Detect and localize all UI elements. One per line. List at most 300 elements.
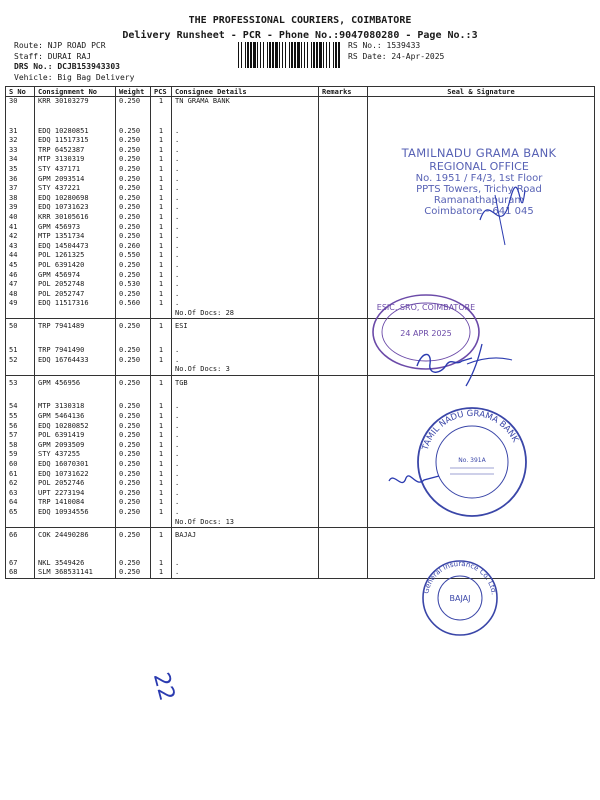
- barcode-bar: [301, 42, 302, 68]
- sno-cell: 57: [6, 431, 35, 441]
- barcode-bar: [238, 42, 239, 68]
- bajaj-ring-text: General Insurance Co. Ltd.: [422, 559, 498, 596]
- tngb-stamp-line: PPTS Towers, Trichy Road: [416, 184, 542, 195]
- barcode-bar: [289, 42, 290, 68]
- remarks-cell: [319, 441, 368, 451]
- sno-cell: 50: [6, 322, 35, 332]
- pcs-cell: 1: [151, 568, 172, 578]
- pcs-cell: 1: [151, 97, 172, 107]
- barcode-bar: [282, 42, 283, 68]
- table-row: [6, 531, 595, 541]
- weight-cell: 0.250: [116, 223, 151, 233]
- sno-cell: 34: [6, 155, 35, 165]
- consignee-cell: .: [172, 422, 319, 432]
- tngb-stamp-line: REGIONAL OFFICE: [429, 160, 529, 173]
- pcs-cell: 1: [151, 223, 172, 233]
- remarks-cell: [319, 322, 368, 332]
- sno-cell: 43: [6, 242, 35, 252]
- seal-signature-cell: [368, 136, 595, 146]
- col-pcs: PCS: [151, 87, 172, 97]
- remarks-cell: [319, 531, 368, 541]
- pcs-cell: 1: [151, 194, 172, 204]
- summary-blank-cell: [35, 365, 116, 375]
- barcode-bar: [269, 42, 271, 68]
- summary-blank-cell: [35, 518, 116, 528]
- pcs-cell: 1: [151, 184, 172, 194]
- pcs-cell: 1: [151, 155, 172, 165]
- consignment-cell: GPM 456973: [35, 223, 116, 233]
- consignee-cell: .: [172, 261, 319, 271]
- seal-signature-cell: [368, 271, 595, 281]
- barcode-bar: [316, 42, 318, 68]
- seal-signature-cell: [368, 280, 595, 290]
- spacer-cell: [151, 388, 172, 402]
- sno-cell: 51: [6, 346, 35, 356]
- spacer-cell: [151, 332, 172, 346]
- tngb-signature: [470, 180, 530, 250]
- weight-cell: 0.250: [116, 290, 151, 300]
- weight-cell: 0.250: [116, 322, 151, 332]
- tngb-round-stamp: [412, 402, 532, 522]
- summary-blank-cell: [6, 365, 35, 375]
- spacer-cell: [368, 107, 595, 127]
- summary-blank-cell: [151, 365, 172, 375]
- consignee-cell: .: [172, 136, 319, 146]
- consignment-cell: SLM 368531141: [35, 568, 116, 578]
- spacer-row: [6, 107, 595, 127]
- spacer-cell: [116, 541, 151, 559]
- pcs-cell: 1: [151, 379, 172, 389]
- pcs-cell: 1: [151, 232, 172, 242]
- remarks-cell: [319, 460, 368, 470]
- weight-cell: 0.250: [116, 402, 151, 412]
- barcode-bar: [329, 42, 330, 68]
- barcode-bar: [335, 42, 337, 68]
- weight-cell: 0.250: [116, 184, 151, 194]
- barcode-bar: [279, 42, 280, 68]
- weight-cell: 0.250: [116, 379, 151, 389]
- sno-cell: 60: [6, 460, 35, 470]
- pcs-cell: 1: [151, 261, 172, 271]
- consignee-cell: .: [172, 175, 319, 185]
- summary-blank-cell: [151, 518, 172, 528]
- weight-cell: 0.250: [116, 422, 151, 432]
- remarks-cell: [319, 346, 368, 356]
- consignment-cell: MTP 3130319: [35, 155, 116, 165]
- spacer-cell: [172, 388, 319, 402]
- barcode-bar: [313, 42, 315, 68]
- svg-text:General Insurance Co. Ltd.: [422, 560, 498, 595]
- table-row: [6, 280, 595, 290]
- consignee-cell: .: [172, 251, 319, 261]
- remarks-cell: [319, 175, 368, 185]
- remarks-cell: [319, 251, 368, 261]
- weight-cell: 0.530: [116, 280, 151, 290]
- remarks-cell: [319, 97, 368, 107]
- consignment-cell: EDQ 10731622: [35, 470, 116, 480]
- drs-line: DRS No.: DCJB153943303: [14, 62, 120, 71]
- spacer-cell: [116, 107, 151, 127]
- barcode-bar: [307, 42, 308, 68]
- weight-cell: 0.250: [116, 470, 151, 480]
- sno-cell: 63: [6, 489, 35, 499]
- sno-cell: 35: [6, 165, 35, 175]
- remarks-cell: [319, 470, 368, 480]
- consignee-cell: TN GRAMA BANK: [172, 97, 319, 107]
- handwritten-page-note: 22: [147, 670, 180, 704]
- table-row: [6, 261, 595, 271]
- group-summary-row: [6, 309, 595, 319]
- consignment-cell: EDQ 10280698: [35, 194, 116, 204]
- consignment-cell: GPM 456974: [35, 271, 116, 281]
- sno-cell: 36: [6, 175, 35, 185]
- barcode-bar: [263, 42, 264, 68]
- summary-blank-cell: [6, 309, 35, 319]
- pcs-cell: 1: [151, 531, 172, 541]
- barcode-bar: [304, 42, 305, 68]
- barcode-bar: [245, 42, 246, 68]
- esic-stamp-text: ESIC, SRO, COIMBATORE: [376, 303, 476, 312]
- weight-cell: 0.250: [116, 441, 151, 451]
- consignee-cell: .: [172, 356, 319, 366]
- remarks-cell: [319, 402, 368, 412]
- sno-cell: 65: [6, 508, 35, 518]
- consignment-cell: STY 437221: [35, 184, 116, 194]
- consignee-cell: .: [172, 559, 319, 569]
- weight-cell: 0.250: [116, 271, 151, 281]
- consignment-cell: EDQ 16070301: [35, 460, 116, 470]
- weight-cell: 0.250: [116, 232, 151, 242]
- sno-cell: 30: [6, 97, 35, 107]
- consignee-cell: .: [172, 184, 319, 194]
- consignee-cell: BAJAJ: [172, 531, 319, 541]
- consignee-cell: .: [172, 412, 319, 422]
- consignment-cell: TRP 6452387: [35, 146, 116, 156]
- no-of-docs-cell: No.Of Docs: 28: [172, 309, 319, 319]
- sno-cell: 46: [6, 271, 35, 281]
- weight-cell: 0.250: [116, 213, 151, 223]
- pcs-cell: 1: [151, 213, 172, 223]
- spacer-cell: [35, 541, 116, 559]
- no-of-docs-cell: No.Of Docs: 13: [172, 518, 319, 528]
- sno-cell: 44: [6, 251, 35, 261]
- weight-cell: 0.250: [116, 346, 151, 356]
- barcode-bar: [260, 42, 261, 68]
- sno-cell: 47: [6, 280, 35, 290]
- weight-cell: 0.250: [116, 203, 151, 213]
- barcode-bar: [275, 42, 278, 68]
- pcs-cell: 1: [151, 450, 172, 460]
- consignment-cell: EDQ 11517315: [35, 136, 116, 146]
- remarks-cell: [319, 223, 368, 233]
- pcs-cell: 1: [151, 136, 172, 146]
- col-weight: Weight: [116, 87, 151, 97]
- consignment-cell: STY 437255: [35, 450, 116, 460]
- sno-cell: 38: [6, 194, 35, 204]
- rs-number: RS No.: 1539433: [348, 41, 421, 50]
- consignee-cell: .: [172, 290, 319, 300]
- consignee-cell: .: [172, 280, 319, 290]
- consignment-cell: TRP 1410084: [35, 498, 116, 508]
- spacer-cell: [172, 332, 319, 346]
- col-remarks: Remarks: [319, 87, 368, 97]
- pcs-cell: 1: [151, 498, 172, 508]
- remarks-cell: [319, 450, 368, 460]
- table-row: [6, 127, 595, 137]
- consignment-cell: EDQ 10731623: [35, 203, 116, 213]
- sno-cell: 37: [6, 184, 35, 194]
- sno-cell: 39: [6, 203, 35, 213]
- table-row: [6, 271, 595, 281]
- table-header-row: [6, 87, 595, 97]
- pcs-cell: 1: [151, 356, 172, 366]
- weight-cell: 0.250: [116, 97, 151, 107]
- remarks-cell: [319, 194, 368, 204]
- weight-cell: 0.250: [116, 136, 151, 146]
- remarks-cell: [319, 479, 368, 489]
- summary-blank-cell: [319, 518, 368, 528]
- remarks-cell: [319, 203, 368, 213]
- consignee-cell: .: [172, 450, 319, 460]
- summary-blank-cell: [151, 309, 172, 319]
- consignee-cell: .: [172, 498, 319, 508]
- consignee-cell: .: [172, 223, 319, 233]
- summary-blank-cell: [116, 518, 151, 528]
- remarks-cell: [319, 165, 368, 175]
- consignment-cell: TRP 7941489: [35, 322, 116, 332]
- spacer-cell: [6, 332, 35, 346]
- consignment-cell: POL 1261325: [35, 251, 116, 261]
- runsheet-subtitle: Delivery Runsheet - PCR - Phone No.:9047080280 - Page No.:3: [122, 30, 478, 41]
- weight-cell: 0.250: [116, 450, 151, 460]
- barcode-bar: [247, 42, 249, 68]
- consignee-cell: .: [172, 568, 319, 578]
- sno-cell: 40: [6, 213, 35, 223]
- consignment-cell: NKL 3549426: [35, 559, 116, 569]
- consignment-cell: KRR 30103279: [35, 97, 116, 107]
- consignee-cell: .: [172, 479, 319, 489]
- spacer-cell: [319, 332, 368, 346]
- weight-cell: 0.250: [116, 194, 151, 204]
- summary-blank-cell: [319, 365, 368, 375]
- weight-cell: 0.250: [116, 531, 151, 541]
- summary-blank-cell: [319, 309, 368, 319]
- consignment-cell: GPM 2093509: [35, 441, 116, 451]
- meta-left: [14, 41, 134, 83]
- pcs-cell: 1: [151, 322, 172, 332]
- consignee-cell: .: [172, 232, 319, 242]
- barcode-bar: [319, 42, 322, 68]
- table-row: [6, 290, 595, 300]
- sno-cell: 59: [6, 450, 35, 460]
- remarks-cell: [319, 508, 368, 518]
- consignment-cell: MTP 3130318: [35, 402, 116, 412]
- sno-cell: 31: [6, 127, 35, 137]
- barcode-bar: [272, 42, 274, 68]
- weight-cell: 0.250: [116, 568, 151, 578]
- consignment-cell: POL 2052748: [35, 280, 116, 290]
- spacer-cell: [319, 388, 368, 402]
- sno-cell: 61: [6, 470, 35, 480]
- pcs-cell: 1: [151, 412, 172, 422]
- meta-right: [348, 41, 444, 62]
- sno-cell: 68: [6, 568, 35, 578]
- weight-cell: 0.250: [116, 356, 151, 366]
- pcs-cell: 1: [151, 290, 172, 300]
- esic-signature: [412, 336, 522, 391]
- consignee-cell: .: [172, 508, 319, 518]
- consignee-cell: .: [172, 155, 319, 165]
- remarks-cell: [319, 213, 368, 223]
- tngb-stamp-line: No. 1951 / F4/3, 1st Floor: [415, 173, 543, 184]
- weight-cell: 0.250: [116, 431, 151, 441]
- consignee-cell: .: [172, 402, 319, 412]
- sno-cell: 64: [6, 498, 35, 508]
- consignee-cell: .: [172, 441, 319, 451]
- sno-cell: 32: [6, 136, 35, 146]
- tngb-stamp-line: Coimbatore - 641 045: [424, 206, 534, 217]
- rs-date: RS Date: 24-Apr-2025: [348, 51, 445, 61]
- consignment-cell: EDQ 10934556: [35, 508, 116, 518]
- barcode-bar: [253, 42, 256, 68]
- sno-cell: 49: [6, 299, 35, 309]
- pcs-cell: 1: [151, 146, 172, 156]
- pcs-cell: 1: [151, 479, 172, 489]
- tngb-round-inner: No. 391A: [458, 457, 486, 464]
- pcs-cell: 1: [151, 299, 172, 309]
- spacer-cell: [172, 541, 319, 559]
- seal-signature-cell: [368, 97, 595, 107]
- tngb-round-signature: [384, 466, 444, 496]
- barcode-bar: [338, 42, 340, 68]
- barcode-bar: [291, 42, 293, 68]
- remarks-cell: [319, 232, 368, 242]
- weight-cell: 0.560: [116, 299, 151, 309]
- pcs-cell: 1: [151, 402, 172, 412]
- consignment-cell: GPM 2093514: [35, 175, 116, 185]
- barcode-bar: [257, 42, 258, 68]
- seal-signature-cell: [368, 261, 595, 271]
- barcode: [238, 42, 340, 68]
- spacer-cell: [151, 541, 172, 559]
- spacer-cell: [116, 388, 151, 402]
- pcs-cell: 1: [151, 280, 172, 290]
- weight-cell: 0.250: [116, 412, 151, 422]
- remarks-cell: [319, 299, 368, 309]
- consignee-cell: .: [172, 127, 319, 137]
- bajaj-center-text: BAJAJ: [449, 594, 471, 603]
- pcs-cell: 1: [151, 251, 172, 261]
- consignment-cell: TRP 7941490: [35, 346, 116, 356]
- sno-cell: 41: [6, 223, 35, 233]
- sno-cell: 67: [6, 559, 35, 569]
- remarks-cell: [319, 290, 368, 300]
- weight-cell: 0.250: [116, 479, 151, 489]
- remarks-cell: [319, 412, 368, 422]
- pcs-cell: 1: [151, 203, 172, 213]
- consignment-cell: POL 6391419: [35, 431, 116, 441]
- company-title: THE PROFESSIONAL COURIERS, COIMBATORE: [188, 15, 412, 26]
- tngb-stamp-line: Ramanathapuram: [433, 195, 525, 206]
- pcs-cell: 1: [151, 431, 172, 441]
- summary-blank-cell: [35, 309, 116, 319]
- consignee-cell: ESI: [172, 322, 319, 332]
- spacer-row: [6, 541, 595, 559]
- barcode-bar: [311, 42, 312, 68]
- remarks-cell: [319, 498, 368, 508]
- summary-blank-cell: [6, 518, 35, 528]
- barcode-bar: [333, 42, 334, 68]
- consignee-cell: .: [172, 346, 319, 356]
- pcs-cell: 1: [151, 271, 172, 281]
- consignee-cell: .: [172, 460, 319, 470]
- col-seal: Seal & Signature: [368, 87, 595, 97]
- spacer-cell: [6, 388, 35, 402]
- consignee-cell: .: [172, 203, 319, 213]
- consignment-cell: EDQ 14504473: [35, 242, 116, 252]
- consignment-cell: UPT 2273194: [35, 489, 116, 499]
- summary-blank-cell: [116, 309, 151, 319]
- weight-cell: 0.250: [116, 165, 151, 175]
- sno-cell: 58: [6, 441, 35, 451]
- consignment-cell: KRR 30105616: [35, 213, 116, 223]
- consignment-cell: EDQ 10280851: [35, 127, 116, 137]
- barcode-bar: [323, 42, 324, 68]
- consignee-cell: .: [172, 271, 319, 281]
- weight-cell: 0.250: [116, 460, 151, 470]
- tngb-stamp-line: TAMILNADU GRAMA BANK: [401, 146, 557, 160]
- remarks-cell: [319, 136, 368, 146]
- consignment-cell: EDQ 16764433: [35, 356, 116, 366]
- consignment-cell: GPM 456956: [35, 379, 116, 389]
- col-consignment: Consignment No: [35, 87, 116, 97]
- summary-blank-cell: [116, 365, 151, 375]
- consignee-cell: .: [172, 194, 319, 204]
- barcode-bar: [241, 42, 242, 68]
- tngb-ring-text: TAMIL NADU GRAMA BANK: [420, 408, 520, 452]
- remarks-cell: [319, 379, 368, 389]
- remarks-cell: [319, 155, 368, 165]
- consignee-cell: TGB: [172, 379, 319, 389]
- col-consignee: Consignee Details: [172, 87, 319, 97]
- spacer-cell: [319, 107, 368, 127]
- remarks-cell: [319, 261, 368, 271]
- spacer-cell: [319, 541, 368, 559]
- spacer-cell: [35, 107, 116, 127]
- table-row: [6, 568, 595, 578]
- consignment-cell: COK 24490286: [35, 531, 116, 541]
- spacer-cell: [172, 107, 319, 127]
- esic-stamp-date: 24 APR 2025: [400, 329, 452, 338]
- sno-cell: 53: [6, 379, 35, 389]
- barcode-bar: [285, 42, 286, 68]
- vehicle-line: Vehicle: Big Bag Delivery: [14, 72, 135, 82]
- barcode-bar: [294, 42, 296, 68]
- seal-signature-cell: [368, 251, 595, 261]
- seal-signature-cell: [368, 531, 595, 541]
- sno-cell: 45: [6, 261, 35, 271]
- pcs-cell: 1: [151, 489, 172, 499]
- spacer-cell: [35, 332, 116, 346]
- weight-cell: 0.250: [116, 155, 151, 165]
- consignee-cell: .: [172, 489, 319, 499]
- remarks-cell: [319, 271, 368, 281]
- table-row: [6, 559, 595, 569]
- weight-cell: 0.250: [116, 127, 151, 137]
- weight-cell: 0.250: [116, 498, 151, 508]
- weight-cell: 0.250: [116, 508, 151, 518]
- spacer-cell: [35, 388, 116, 402]
